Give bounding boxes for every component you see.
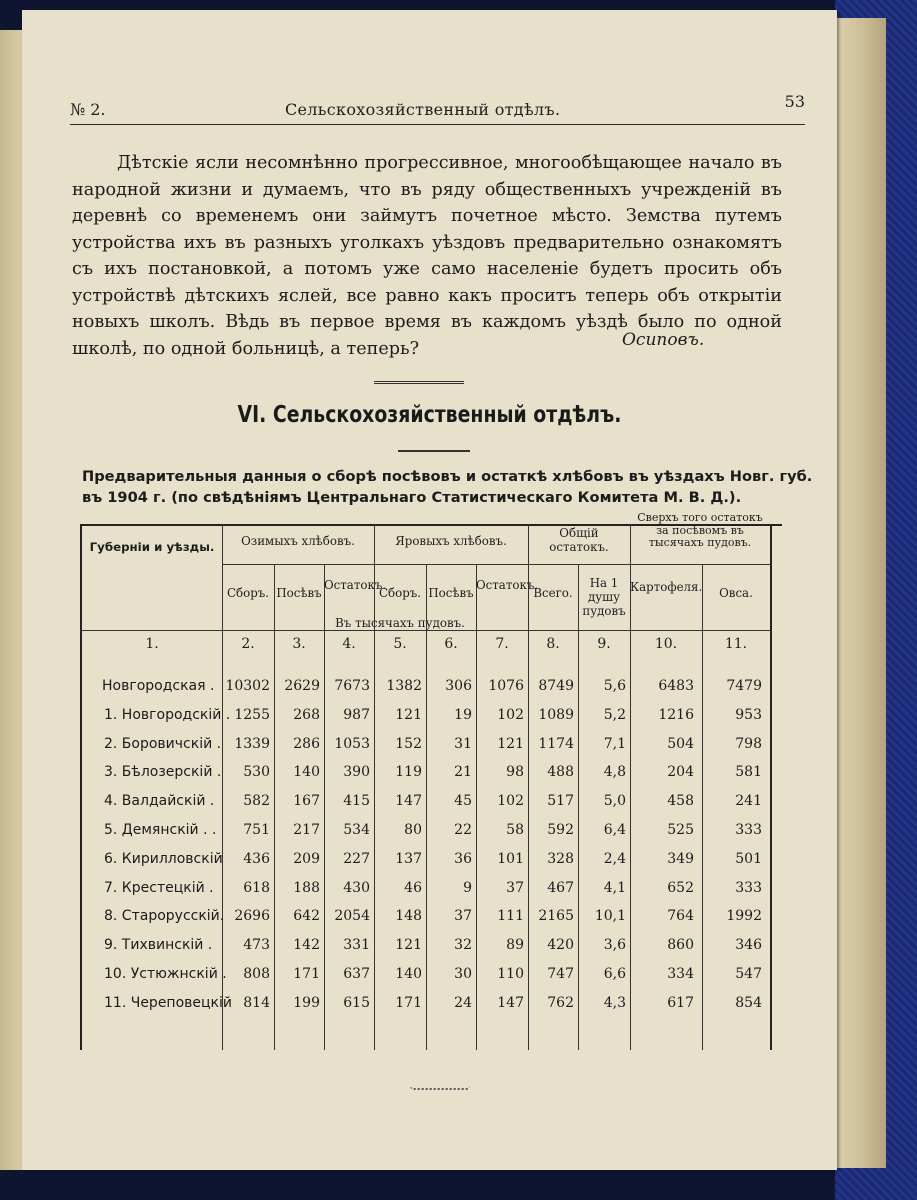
table-cell: 504	[667, 735, 694, 752]
row-label: 7. Крестецкій .	[104, 879, 214, 896]
table-cell: 547	[735, 966, 762, 982]
header-harvest: Сборъ.	[378, 586, 422, 600]
row-label: 9. Тихвинскій .	[104, 937, 213, 954]
table-cell: 349	[667, 850, 694, 867]
table-right-border	[770, 524, 772, 1050]
table-cell: 534	[343, 822, 370, 838]
table-cell: 808	[243, 966, 270, 982]
table-cell: 22	[454, 822, 472, 838]
table-cell: 333	[735, 822, 762, 838]
table-cell: 764	[667, 908, 694, 925]
col-divider	[528, 524, 529, 1050]
table-cell: 346	[735, 937, 762, 954]
table-cell: 137	[395, 850, 422, 867]
table-cell: 2165	[538, 908, 574, 925]
table-cell: 80	[404, 822, 422, 838]
table-cell: 121	[395, 937, 422, 954]
table-cell: 7479	[726, 678, 762, 694]
table-cell: 6483	[658, 678, 694, 694]
table-cell: 7673	[334, 678, 370, 694]
book-page	[22, 10, 837, 1170]
column-number: 10.	[654, 636, 678, 652]
table-cell: 6,6	[603, 966, 626, 982]
col-divider	[476, 564, 477, 1050]
table-cell: 45	[454, 793, 472, 810]
row-label: 6. Кирилловскій	[104, 850, 223, 867]
table-cell: 268	[293, 706, 320, 723]
table-cell: 31	[454, 735, 472, 752]
table-cell: 142	[293, 937, 320, 954]
table-cell: 420	[547, 937, 574, 954]
header-remainder: Остатокъ.	[324, 578, 387, 592]
section-heading: VI. Сельскохозяйственный отдѣлъ.	[237, 402, 622, 428]
column-number: 3.	[292, 636, 306, 652]
table-cell: 121	[395, 706, 422, 723]
table-cell: 217	[293, 822, 320, 838]
table-cell: 167	[293, 793, 320, 810]
header-total: Всего.	[533, 586, 573, 600]
table-cell: 227	[343, 850, 370, 867]
table-cell: 1174	[538, 735, 574, 752]
table-cell: 102	[497, 706, 524, 723]
col-divider	[374, 524, 375, 1050]
table-cell: 473	[243, 937, 270, 954]
table-cell: 6,4	[603, 822, 626, 838]
header-winter: Озимыхъ хлѣбовъ.	[241, 534, 355, 548]
page-number: 53	[784, 92, 805, 111]
table-cell: 751	[243, 822, 270, 838]
table-cell: 747	[547, 966, 574, 982]
table-cell: 798	[735, 735, 762, 752]
table-cell: 102	[497, 793, 524, 810]
table-cell: 140	[293, 764, 320, 781]
table-cell: 19	[454, 706, 472, 723]
table-cell: 987	[343, 706, 370, 723]
intro-paragraph: Дѣтскіе ясли несомнѣнно прогрессивное, многообѣщающее начало въ народной жизни и думаемъ, что въ ряду общественныхъ учрежденій въ деревнѣ со временемъ они займутъ почетное мѣсто. Земства путемъ устройства ихъ въ разныхъ уголкахъ уѣздовъ предварительно ознакомятъ съ ихъ постановкой, а потомъ уже само населеніе будетъ просить объ устройствѣ дѣтскихъ яслей, все равно какъ проситъ теперь объ открытіи новыхъ школъ. Вѣдь въ первое время въ каждомъ уѣздѣ было по одной школѣ, по одной больницѣ, а теперь?	[72, 153, 782, 359]
table-cell: 652	[667, 879, 694, 896]
header-sowing: Посѣвъ	[428, 586, 474, 600]
table-cell: 642	[293, 908, 320, 925]
table-cell: 2054	[334, 908, 370, 925]
table-cell: 10,1	[594, 908, 626, 925]
table-cell: 110	[497, 966, 524, 982]
table-cell: 4,1	[603, 879, 626, 896]
table-cell: 517	[547, 793, 574, 810]
table-cell: 333	[735, 879, 762, 896]
table-cell: 331	[343, 937, 370, 954]
table-cell: 10302	[225, 678, 270, 694]
table-cell: 953	[735, 706, 762, 723]
col-divider	[324, 564, 325, 1050]
table-left-border	[80, 524, 82, 1050]
table-cell: 140	[395, 966, 422, 982]
row-label: 3. Бѣлозерскій .	[104, 764, 222, 781]
row-label: 4. Валдайскій .	[104, 793, 215, 810]
table-cell: 467	[547, 879, 574, 896]
end-ornament	[410, 1080, 470, 1090]
table-cell: 121	[497, 735, 524, 752]
header-potatoes: Картофеля.	[630, 580, 703, 594]
col-divider	[426, 564, 427, 1050]
table-cell: 637	[343, 966, 370, 982]
harvest-table	[22, 10, 837, 1170]
row-label: 1. Новгородскій .	[104, 706, 231, 723]
table-cell: 30	[454, 966, 472, 982]
table-cell: 2629	[284, 678, 320, 694]
header-per-capita: На 1 душу пудовъ	[582, 576, 626, 618]
table-cell: 171	[293, 966, 320, 982]
table-cell: 530	[243, 764, 270, 781]
column-number: 6.	[444, 636, 458, 652]
table-cell: 2,4	[603, 850, 626, 867]
col-divider	[702, 564, 703, 1050]
column-number: 9.	[597, 636, 611, 652]
table-cell: 1076	[488, 678, 524, 694]
table-cell: 36	[454, 850, 472, 867]
row-label: 2. Боровичскій .	[104, 735, 222, 752]
table-cell: 617	[667, 994, 694, 1011]
table-cell: 8749	[538, 678, 574, 694]
table-cell: 152	[395, 735, 422, 752]
table-cell: 5,6	[603, 678, 626, 694]
table-cell: 5,2	[603, 706, 626, 723]
table-cell: 860	[667, 937, 694, 954]
table-cell: 188	[293, 879, 320, 896]
table-cell: 1216	[658, 706, 694, 723]
table-cell: 98	[506, 764, 524, 781]
table-cell: 458	[667, 793, 694, 810]
header-spring: Яровыхъ хлѣбовъ.	[395, 534, 507, 548]
table-cell: 37	[506, 879, 524, 896]
header-sowing: Посѣвъ	[276, 586, 322, 600]
table-cell: 3,6	[603, 937, 626, 954]
header-total-remainder: Общій остатокъ.	[549, 526, 609, 554]
table-cell: 525	[667, 822, 694, 838]
header-region: Губерніи и уѣзды.	[89, 540, 215, 554]
table-cell: 171	[395, 994, 422, 1011]
header-oats: Овса.	[719, 586, 753, 600]
column-number: 1.	[145, 636, 159, 652]
column-number: 8.	[546, 636, 560, 652]
col-divider	[274, 564, 275, 1050]
column-number: 7.	[495, 636, 509, 652]
table-cell: 1339	[234, 735, 270, 752]
table-cell: 1992	[726, 908, 762, 925]
table-cell: 111	[497, 908, 524, 925]
row-label: 8. Старорусскій.	[104, 908, 225, 925]
running-head-title: Сельскохозяйственный отдѣлъ.	[285, 100, 561, 119]
table-cell: 854	[735, 994, 762, 1011]
table-cell: 21	[454, 764, 472, 781]
table-cell: 4,8	[603, 764, 626, 781]
header-remainder: Остатокъ.	[476, 578, 539, 592]
row-label: 10. Устюжнскій .	[104, 966, 227, 982]
table-cell: 7,1	[603, 735, 626, 752]
table-cell: 814	[243, 994, 270, 1011]
table-cell: 615	[343, 994, 370, 1011]
table-cell: 204	[667, 764, 694, 781]
table-cell: 32	[454, 937, 472, 954]
header-harvest: Сборъ.	[226, 586, 270, 600]
header-besides: Сверхъ того остатокъ за посѣвомъ въ тысячахъ пудовъ.	[637, 511, 763, 549]
issue-number: № 2.	[70, 100, 106, 119]
table-cell: 209	[293, 850, 320, 867]
table-cell: 592	[547, 822, 574, 838]
table-cell: 101	[497, 850, 524, 867]
table-cell: 582	[243, 793, 270, 810]
table-cell: 618	[243, 879, 270, 896]
table-cell: 334	[667, 966, 694, 982]
row-label: Новгородская .	[102, 678, 215, 694]
table-cell: 24	[454, 994, 472, 1011]
column-number: 5.	[393, 636, 407, 652]
table-caption: Предварительныя данныя о сборѣ посѣвовъ и остаткѣ хлѣбовъ въ уѣздахъ Новг. губ. въ 1904 г. (по свѣдѣніямъ Центральнаго Статистическаго Комитета М. В. Д.).	[82, 468, 813, 506]
col-divider	[578, 564, 579, 1050]
table-cell: 501	[735, 850, 762, 867]
table-cell: 430	[343, 879, 370, 896]
table-cell: 762	[547, 994, 574, 1011]
header-units: Въ тысячахъ пудовъ.	[335, 616, 465, 630]
table-cell: 2696	[234, 908, 270, 925]
table-cell: 306	[445, 678, 472, 694]
table-cell: 1255	[234, 706, 270, 723]
table-cell: 199	[293, 994, 320, 1011]
table-cell: 46	[404, 879, 422, 896]
table-cell: 89	[506, 937, 524, 954]
table-cell: 1053	[334, 735, 370, 752]
column-number: 2.	[241, 636, 255, 652]
table-cell: 147	[395, 793, 422, 810]
author-signature: Осиповъ.	[622, 330, 705, 350]
table-cell: 581	[735, 764, 762, 781]
table-cell: 436	[243, 850, 270, 867]
subheader-rule	[222, 564, 770, 565]
table-cell: 5,0	[603, 793, 626, 810]
table-cell: 148	[395, 908, 422, 925]
table-cell: 119	[395, 764, 422, 781]
header-bottom-rule	[80, 630, 770, 631]
column-number: 11.	[724, 636, 748, 652]
table-cell: 37	[454, 908, 472, 925]
table-cell: 1089	[538, 706, 574, 723]
table-cell: 286	[293, 735, 320, 752]
table-cell: 1382	[386, 678, 422, 694]
row-label: 11. Череповецкій	[104, 994, 232, 1011]
table-cell: 241	[735, 793, 762, 810]
table-cell: 390	[343, 764, 370, 781]
table-cell: 4,3	[603, 994, 626, 1011]
table-cell: 147	[497, 994, 524, 1011]
table-cell: 415	[343, 793, 370, 810]
table-cell: 328	[547, 850, 574, 867]
row-label: 5. Демянскій . .	[104, 822, 217, 838]
table-cell: 488	[547, 764, 574, 781]
table-cell: 58	[506, 822, 524, 838]
table-cell: 9	[463, 879, 472, 896]
col-divider	[630, 524, 631, 1050]
column-number: 4.	[342, 636, 356, 652]
